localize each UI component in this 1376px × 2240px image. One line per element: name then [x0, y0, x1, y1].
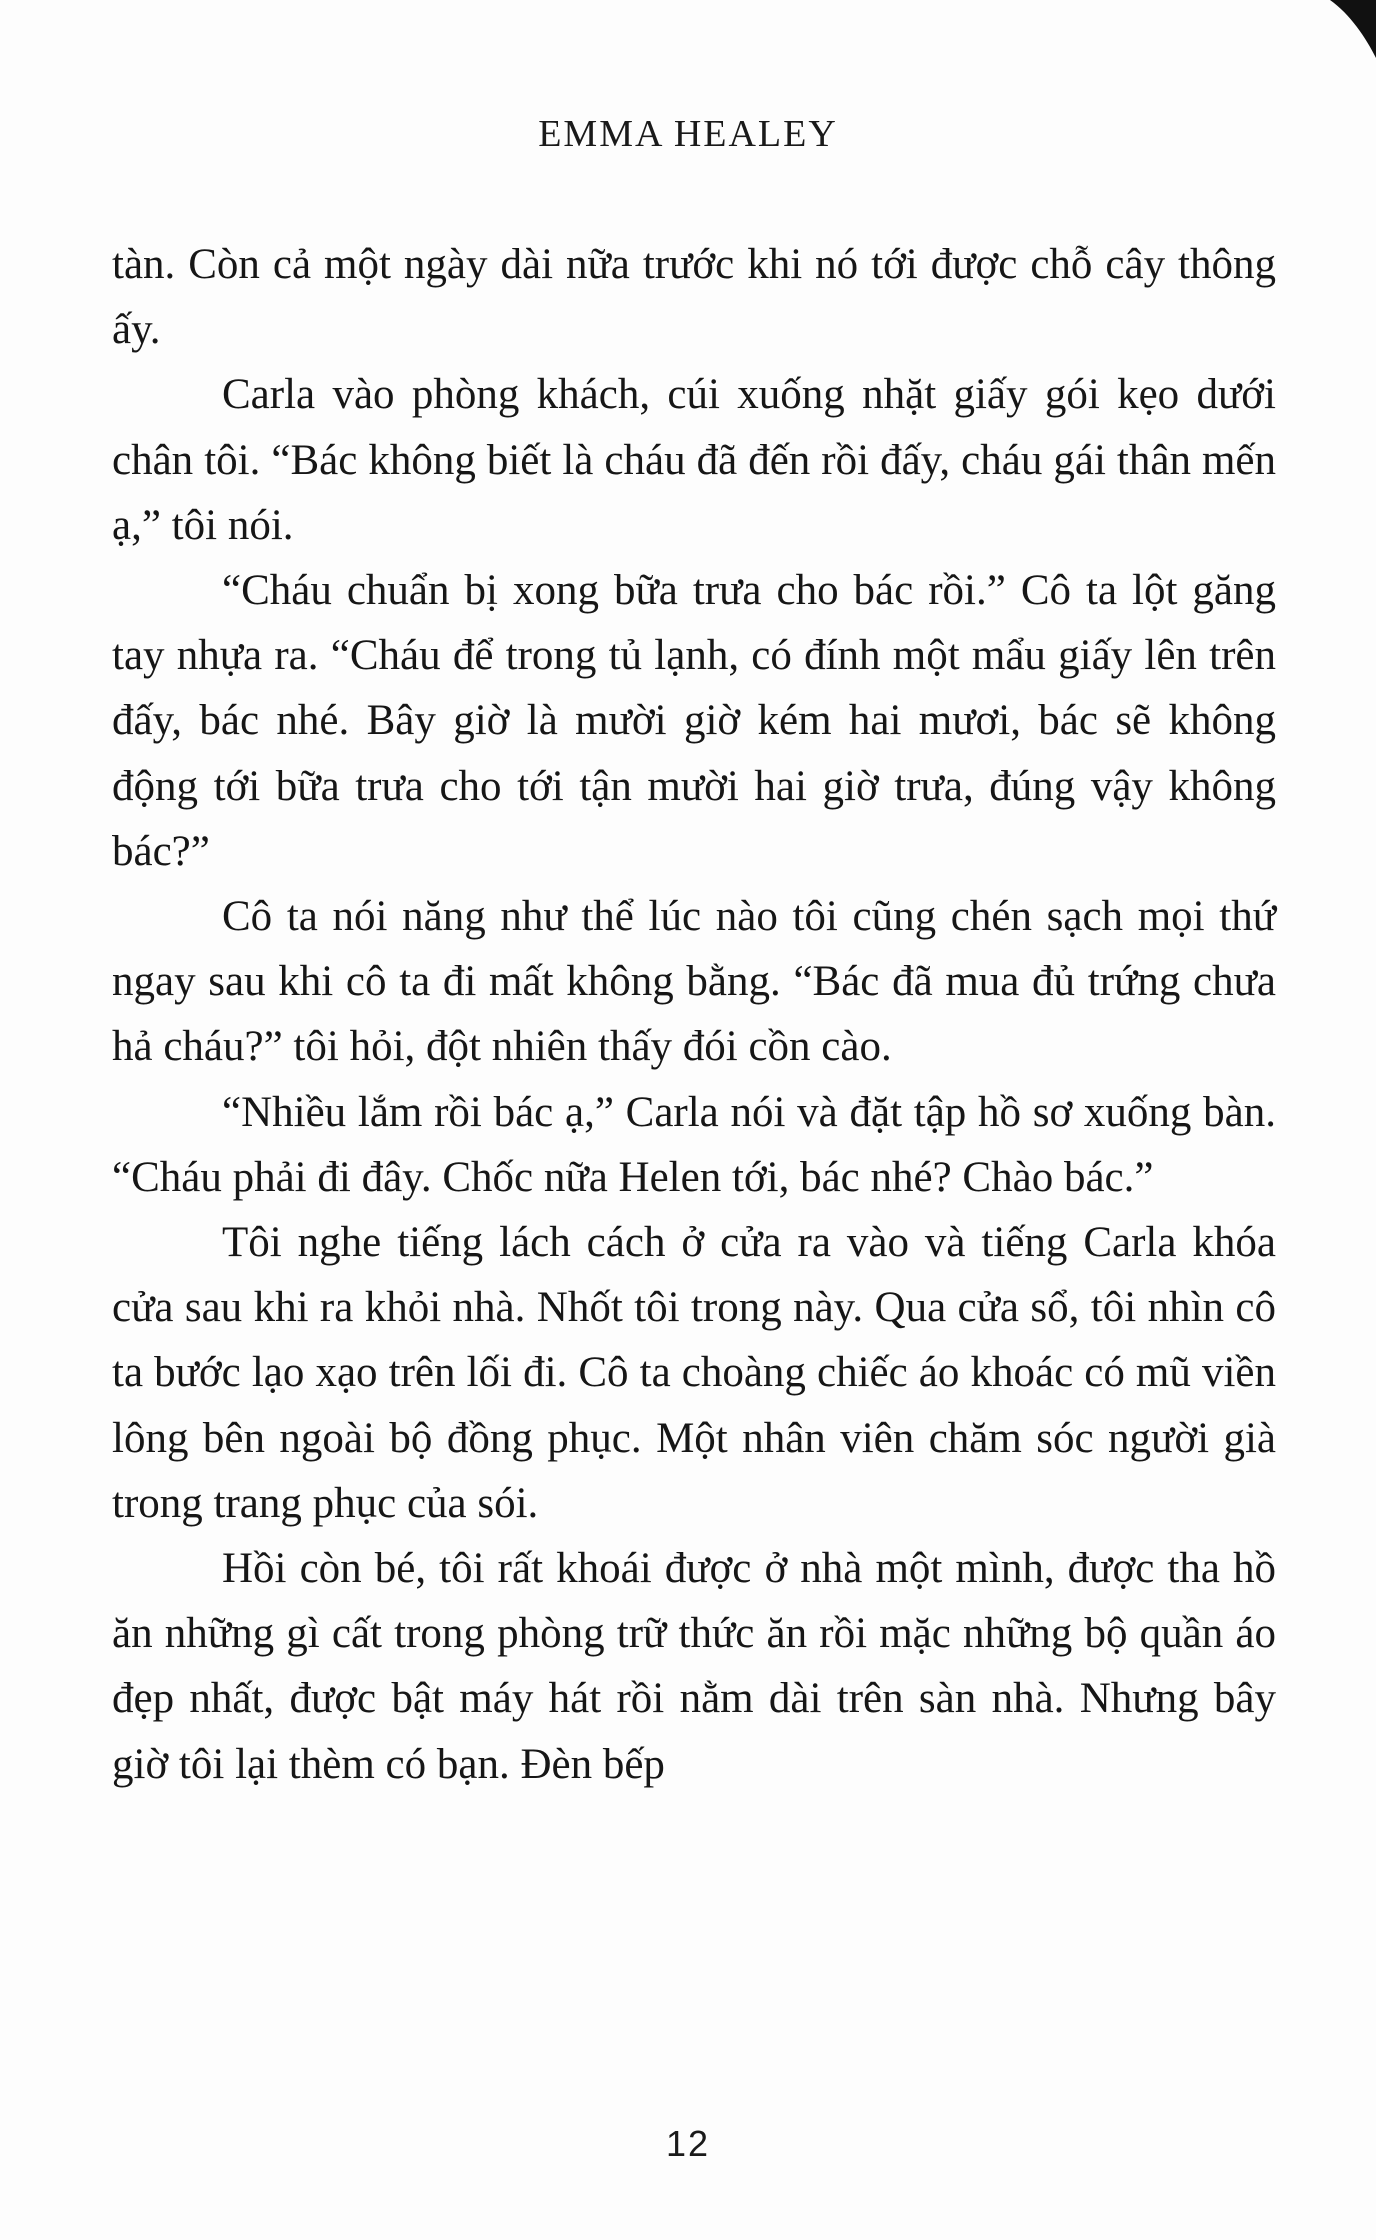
paragraph-2: Carla vào phòng khách, cúi xuống nhặt giấy gói kẹo dưới chân tôi. “Bác không biết là cháu đã đến rồi đấy, cháu gái thân mến ạ,” tôi nói. — [112, 371, 1276, 549]
paragraph-1: tàn. Còn cả một ngày dài nữa trước khi nó tới được chỗ cây thông ấy. — [112, 241, 1276, 354]
paragraph-3: “Cháu chuẩn bị xong bữa trưa cho bác rồi.” Cô ta lột găng tay nhựa ra. “Cháu để trong tủ lạnh, có đính một mẩu giấy lên trên đấy, bác nhé. Bây giờ là mười giờ kém hai mươi, bác sẽ không động tới bữa trưa cho tới tận mười hai giờ trưa, đúng vậy không bác?” — [112, 567, 1276, 875]
page-corner-shadow — [1330, 0, 1376, 60]
page-number: 12 — [665, 2123, 711, 2164]
paragraph-6: Tôi nghe tiếng lách cách ở cửa ra vào và tiếng Carla khóa cửa sau khi ra khỏi nhà. Nhốt tôi trong này. Qua cửa sổ, tôi nhìn cô ta bước lạo xạo trên lối đi. Cô ta choàng chiếc áo khoác có mũ viền lông bên ngoài bộ đồng phục. Một nhân viên chăm sóc người già trong trang phục của sói. — [112, 1219, 1276, 1527]
body-text — [112, 232, 1276, 1797]
paragraph-4: Cô ta nói năng như thể lúc nào tôi cũng chén sạch mọi thứ ngay sau khi cô ta đi mất không bằng. “Bác đã mua đủ trứng chưa hả cháu?” tôi hỏi, đột nhiên thấy đói cồn cào. — [112, 893, 1276, 1071]
paragraph-7: Hồi còn bé, tôi rất khoái được ở nhà một mình, được tha hồ ăn những gì cất trong phòng trữ thức ăn rồi mặc những bộ quần áo đẹp nhất, được bật máy hát rồi nằm dài trên sàn nhà. Nhưng bây giờ tôi lại thèm có bạn. Đèn bếp — [112, 1545, 1276, 1788]
paragraph-5: “Nhiều lắm rồi bác ạ,” Carla nói và đặt tập hồ sơ xuống bàn. “Cháu phải đi đây. Chốc nữa Helen tới, bác nhé? Chào bác.” — [112, 1088, 1276, 1201]
running-head-author: EMMA HEALEY — [538, 113, 838, 155]
